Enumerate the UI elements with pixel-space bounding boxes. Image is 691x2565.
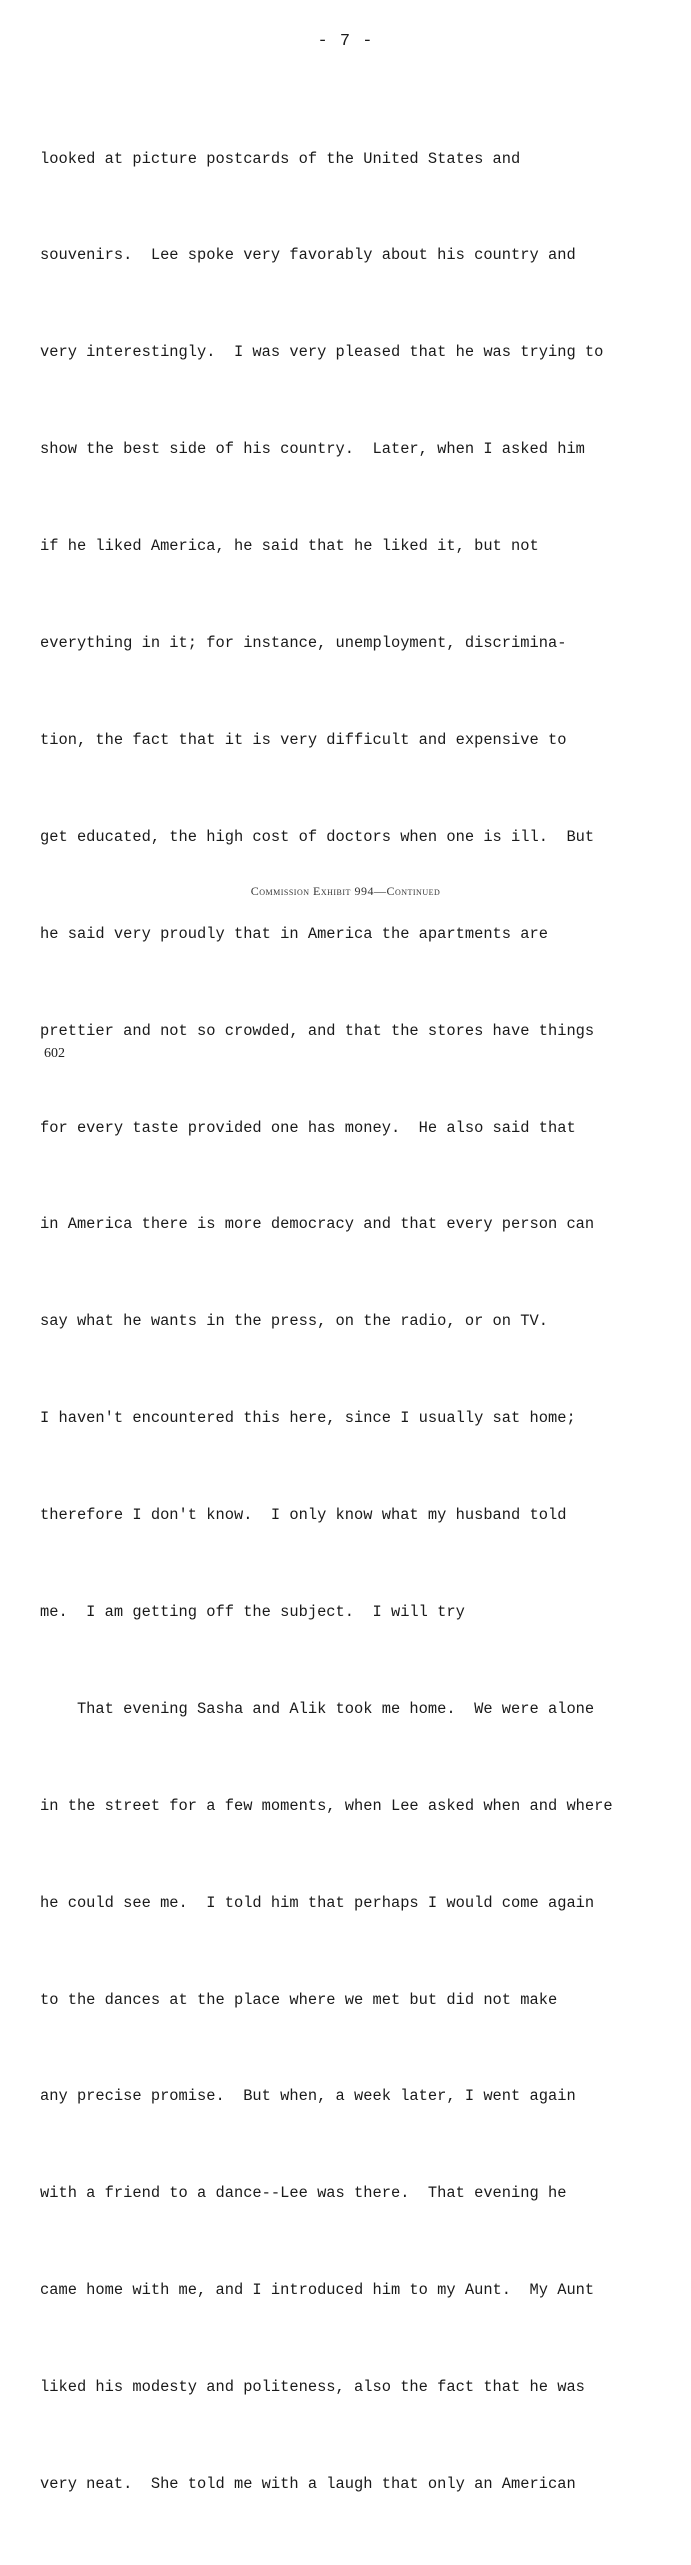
text-line: he could see me. I told him that perhaps I would come again	[40, 1893, 595, 1912]
text-line: everything in it; for instance, unemployment, discrimina-	[40, 634, 567, 653]
text-line: That evening Sasha and Alik took me home. We were alone	[40, 1699, 595, 1718]
text-line: for every taste provided one has money. He also said that	[40, 1118, 576, 1137]
text-line: me. I am getting off the subject. I will try	[40, 1602, 465, 1621]
text-line: therefore I don't know. I only know what my husband told	[40, 1506, 567, 1525]
text-line: tion, the fact that it is very difficult and expensive to	[40, 730, 567, 749]
text-line: I haven't encountered this here, since I usually sat home;	[40, 1409, 576, 1428]
text-line: to the dances at the place where we met but did not make	[40, 1990, 558, 2009]
text-line: in America there is more democracy and that every person can	[40, 1215, 595, 1234]
text-line: looked at picture postcards of the United States and	[40, 149, 521, 168]
text-line: prettier and not so crowded, and that the stores have things	[40, 1021, 595, 1040]
text-line: show the best side of his country. Later, when I asked him	[40, 440, 585, 459]
text-line: get educated, the high cost of doctors when one is ill. But	[40, 827, 595, 846]
body-text	[40, 78, 680, 2565]
text-line: he said very proudly that in America the apartments are	[40, 924, 548, 943]
text-line: in the street for a few moments, when Lee asked when and where	[40, 1796, 613, 1815]
text-line: say what he wants in the press, on the radio, or on TV.	[40, 1312, 548, 1331]
exhibit-caption: Commission Exhibit 994—Continued	[250, 884, 441, 898]
text-line: very neat. She told me with a laugh that only an American	[40, 2474, 576, 2493]
text-line: liked his modesty and politeness, also the fact that he was	[40, 2378, 585, 2397]
text-line: came home with me, and I introduced him to my Aunt. My Aunt	[40, 2281, 595, 2300]
text-line: with a friend to a dance--Lee was there. That evening he	[40, 2184, 567, 2203]
text-line: any precise promise. But when, a week later, I went again	[40, 2087, 576, 2106]
page-number-header: - 7 -	[317, 32, 374, 51]
text-line: very interestingly. I was very pleased that he was trying to	[40, 343, 604, 362]
text-line: souvenirs. Lee spoke very favorably about his country and	[40, 246, 576, 265]
page-number-footer: 602	[44, 1046, 65, 1061]
text-line: if he liked America, he said that he liked it, but not	[40, 537, 539, 556]
